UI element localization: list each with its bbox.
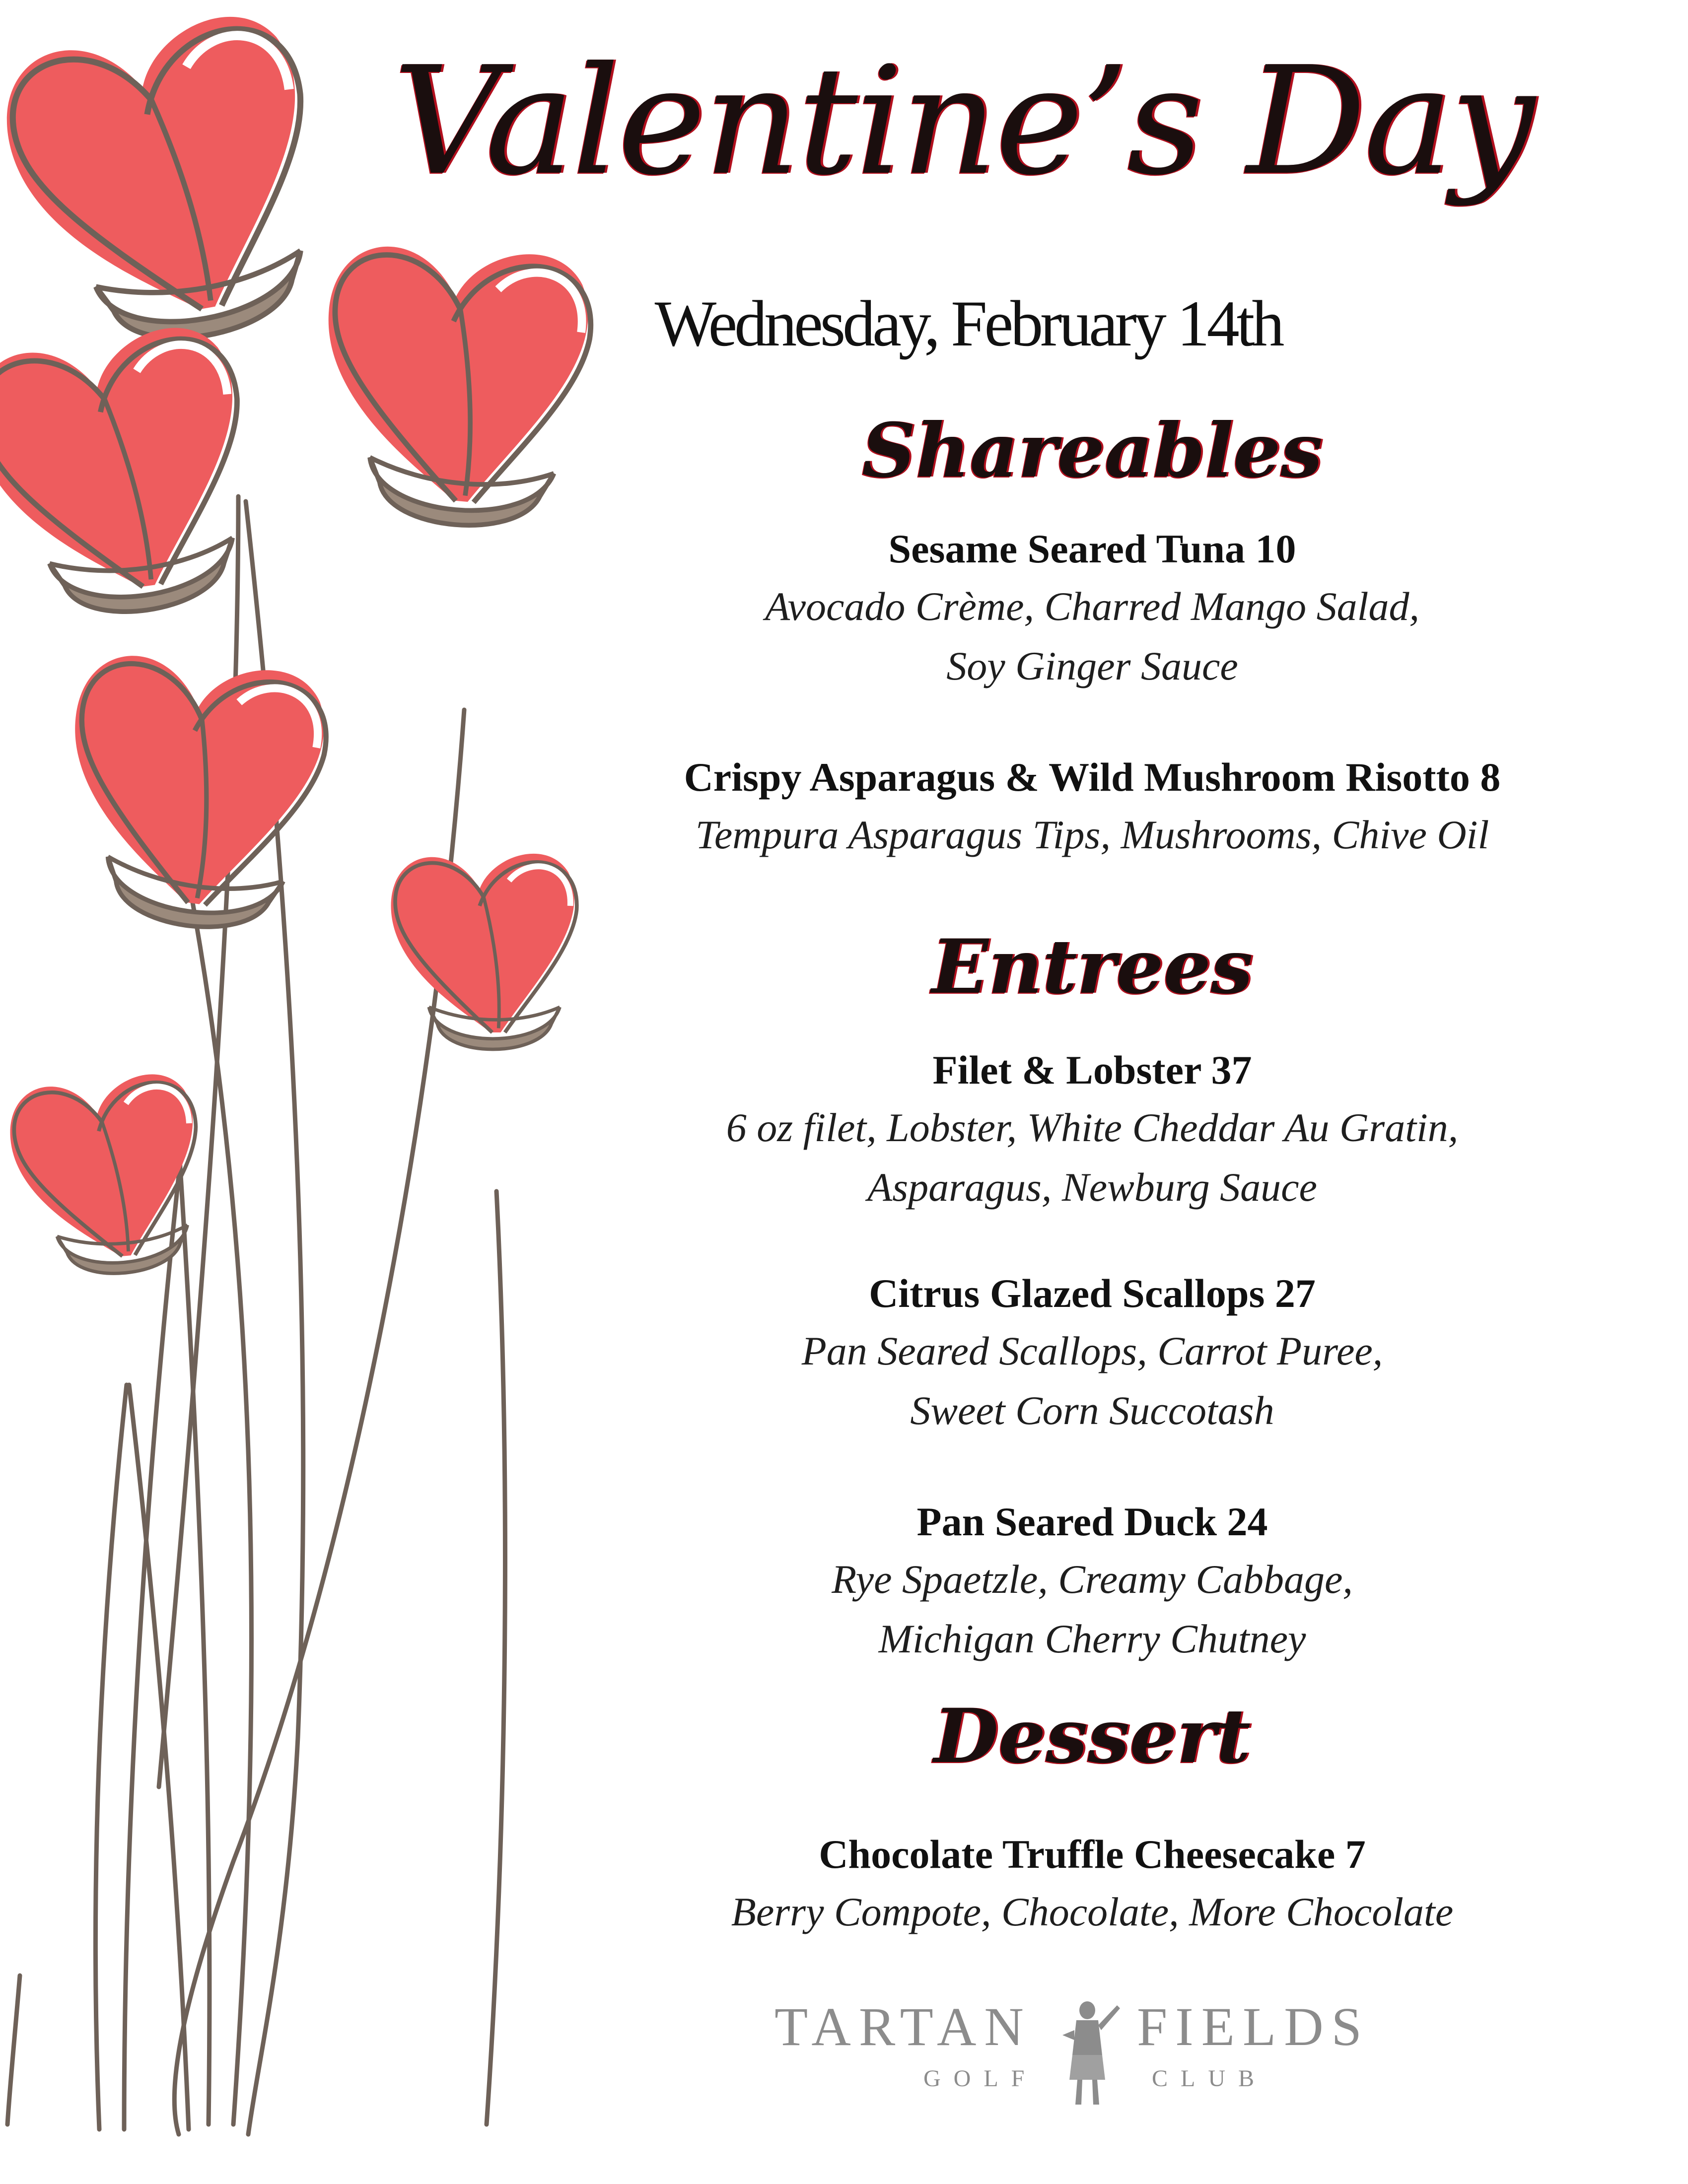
- menu-item-description: Rye Spaetzle, Creamy Cabbage,: [832, 1557, 1353, 1602]
- heart-flower-icon: [49, 644, 335, 941]
- heart-flower-icon: [0, 320, 265, 630]
- logo-sub-left: GOLF: [923, 2065, 1038, 2092]
- logo-word-right: FIELDS: [1137, 1996, 1370, 2057]
- menu-item-name: Filet & Lobster 37: [932, 1047, 1252, 1092]
- menu-item-description: Sweet Corn Succotash: [910, 1388, 1274, 1433]
- menu-item-description: Pan Seared Scallops, Carrot Puree,: [801, 1328, 1383, 1373]
- section-title-dessert: Dessert: [933, 1693, 1251, 1780]
- logo-word-left: TARTAN: [774, 1996, 1032, 2057]
- menu-item-name: Crispy Asparagus & Wild Mushroom Risotto 8: [684, 754, 1501, 800]
- menu-item-name: Sesame Seared Tuna 10: [888, 526, 1296, 571]
- menu-item-name: Chocolate Truffle Cheesecake 7: [819, 1832, 1366, 1877]
- menu-item: [546, 1494, 1638, 1669]
- golfer-piper-icon: [1053, 1995, 1122, 2110]
- menu-item-description: 6 oz filet, Lobster, White Cheddar Au Gratin,: [726, 1105, 1459, 1150]
- logo-sub-right: CLUB: [1152, 2065, 1267, 2092]
- section-title-shareables: Shareables: [862, 407, 1323, 494]
- menu-item: [546, 521, 1638, 696]
- menu-item-description: Asparagus, Newburg Sauce: [867, 1164, 1317, 1210]
- section-title-entrees: Entrees: [931, 923, 1253, 1011]
- menu-item-description: Berry Compote, Chocolate, More Chocolate: [731, 1889, 1454, 1934]
- menu-item-description: Avocado Crème, Charred Mango Salad,: [765, 584, 1419, 629]
- menu-item: [546, 1042, 1638, 1217]
- event-date: Wednesday, February 14th: [654, 287, 1282, 360]
- menu-item-description: Tempura Asparagus Tips, Mushrooms, Chive Oil: [695, 812, 1489, 857]
- page-title: Valentine’s Day: [393, 35, 1533, 208]
- club-logo: [774, 1995, 1420, 2115]
- menu-item-description: Soy Ginger Sauce: [946, 643, 1238, 688]
- menu-item-description: Michigan Cherry Chutney: [878, 1616, 1306, 1661]
- menu-item: [546, 1266, 1638, 1440]
- menu-item-name: Pan Seared Duck 24: [916, 1499, 1268, 1544]
- menu-item-name: Citrus Glazed Scallops 27: [869, 1271, 1316, 1316]
- menu-item: [546, 750, 1638, 865]
- menu-item: [546, 1827, 1638, 1942]
